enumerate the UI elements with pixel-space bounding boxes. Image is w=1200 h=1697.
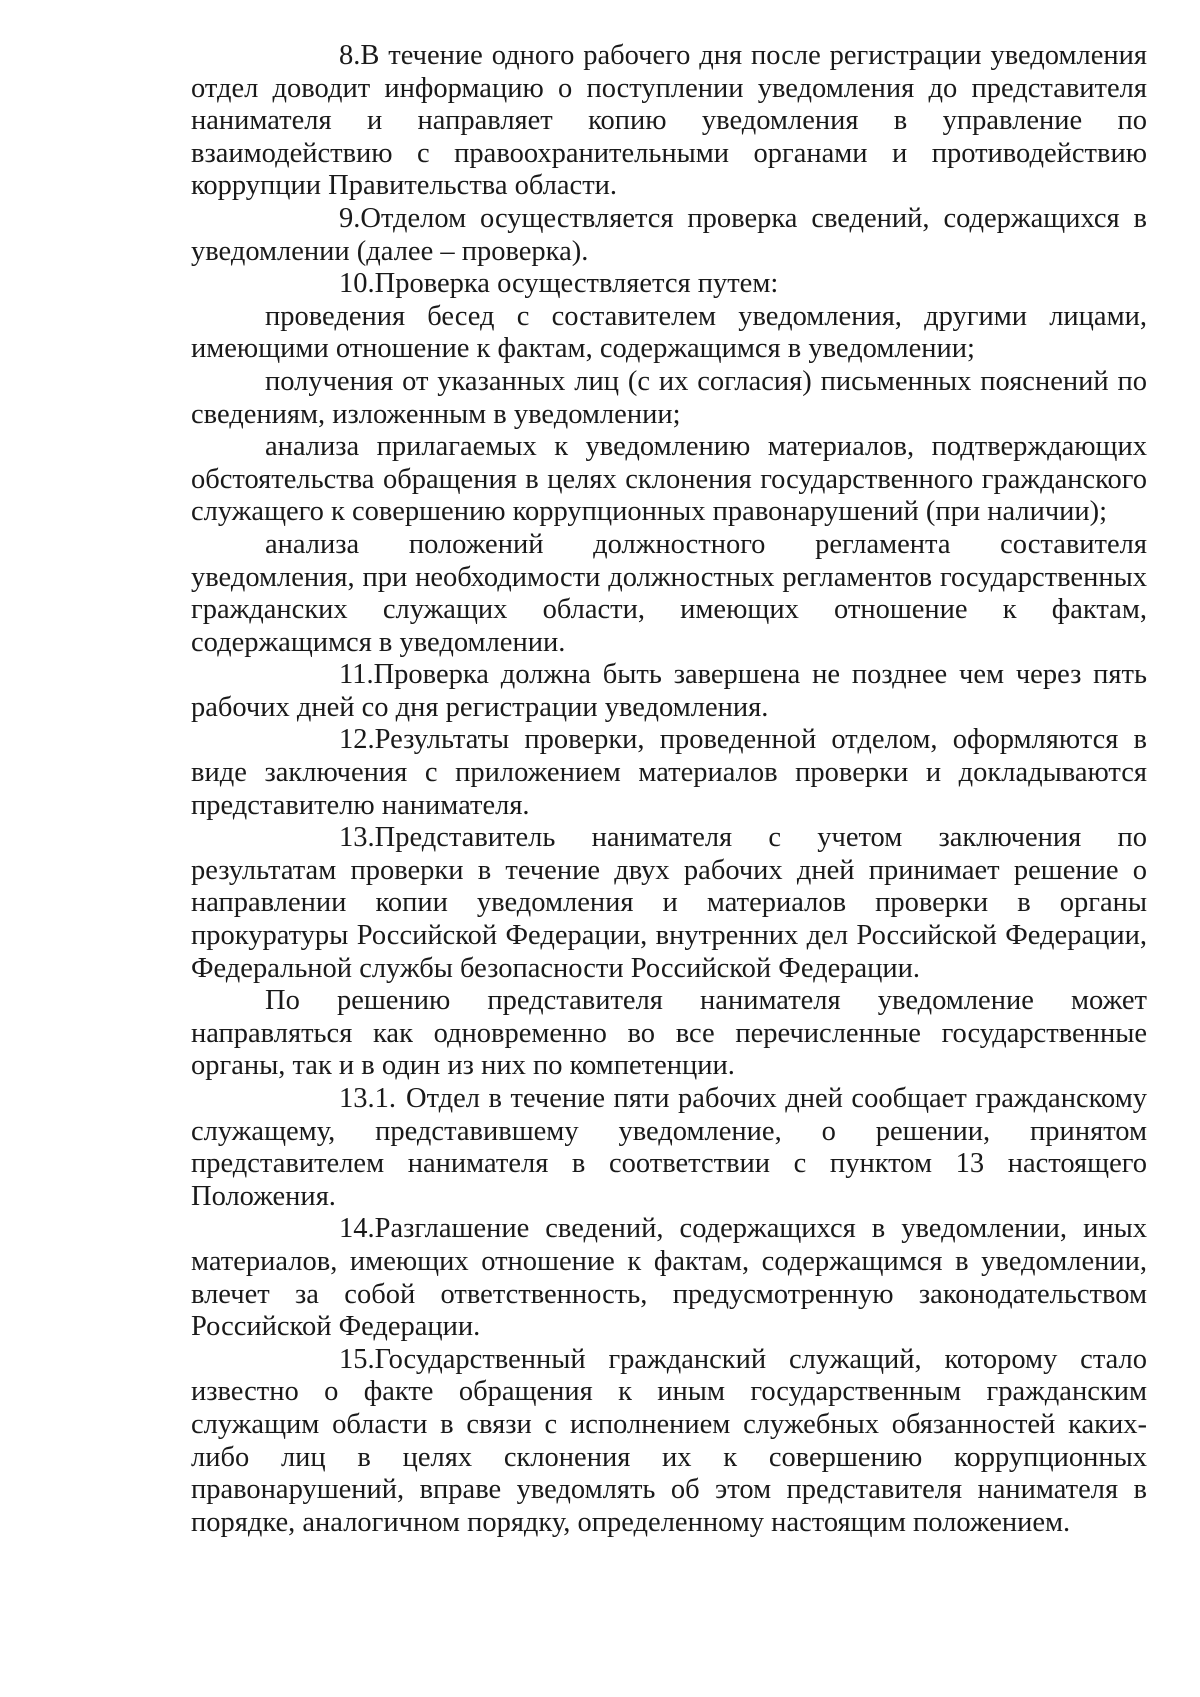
paragraph-text: анализа положений должностного регламента составителя уведомления, при необходимости должностных регламентов государственных гражданских служащих области, имеющих отношение к фактам, содержащимся в уведомлении. <box>191 528 1147 658</box>
paragraph-15 <box>191 1344 1147 1540</box>
paragraph-text: проведения бесед с составителем уведомления, другими лицами, имеющими отношение к фактам, содержащимся в уведомлении; <box>191 300 1147 365</box>
paragraph-9 <box>191 203 1147 268</box>
paragraph-13-1 <box>191 1083 1147 1213</box>
paragraph-10 <box>191 268 1147 301</box>
paragraph-14 <box>191 1213 1147 1343</box>
paragraph-13-continued <box>191 985 1147 1083</box>
paragraph-text: Разглашение сведений, содержащихся в уведомлении, иных материалов, имеющих отношение к фактам, содержащимся в уведомлении, влечет за собой ответственность, предусмотренную законодательством Российской Федерации. <box>191 1213 1147 1343</box>
paragraph-number: 11. <box>339 659 374 691</box>
paragraph-text: Представитель нанимателя с учетом заключения по результатам проверки в течение двух рабочих дней принимает решение о направлении копии уведомления и материалов проверки в органы прокуратуры Российской Федерации, внутренних дел Российской Федерации, Федеральной службы безопасности Российской Федерации. <box>191 822 1147 984</box>
paragraph-number: 10. <box>339 268 375 300</box>
paragraph-number: 9. <box>339 202 361 234</box>
paragraph-10-item-3 <box>191 431 1147 529</box>
document-body <box>191 40 1147 1539</box>
paragraph-text: По решению представителя нанимателя уведомление может направляться как одновременно во все перечисленные государственные органы, так и в один из них по компетенции. <box>191 985 1147 1082</box>
paragraph-10-item-1 <box>191 301 1147 366</box>
paragraph-number: 13.1. <box>339 1083 396 1114</box>
paragraph-text: получения от указанных лиц (с их согласия) письменных пояснений по сведениям, изложенным в уведомлении; <box>191 365 1147 430</box>
paragraph-text: Проверка осуществляется путем: <box>374 268 779 300</box>
paragraph-number: 12. <box>339 724 375 756</box>
paragraph-number: 8. <box>339 40 361 71</box>
paragraph-8 <box>191 40 1147 203</box>
paragraph-13 <box>191 822 1147 985</box>
paragraph-number: 13. <box>339 822 375 854</box>
paragraph-text: В течение одного рабочего дня после регистрации уведомления отдел доводит информацию о поступлении уведомления до представителя нанимателя и направляет копию уведомления в управление по взаимодействию с правоохранительными органами и противодействию коррупции Правительства области. <box>191 40 1147 202</box>
paragraph-text: Отделом осуществляется проверка сведений, содержащихся в уведомлении (далее – проверка). <box>191 202 1147 267</box>
paragraph-10-item-4 <box>191 529 1147 659</box>
paragraph-text: анализа прилагаемых к уведомлению материалов, подтверждающих обстоятельства обращения в целях склонения государственного гражданского служащего к совершению коррупционных правонарушений (при наличии); <box>191 431 1147 528</box>
paragraph-text: Проверка должна быть завершена не позднее чем через пять рабочих дней со дня регистрации уведомления. <box>191 659 1147 723</box>
paragraph-text: Отдел в течение пяти рабочих дней сообщает гражданскому служащему, представившему уведомление, о решении, принятом представителем нанимателя в соответствии с пунктом 13 настоящего Положения. <box>191 1083 1147 1212</box>
paragraph-number: 15. <box>339 1343 375 1375</box>
paragraph-12 <box>191 724 1147 822</box>
paragraph-10-item-2 <box>191 366 1147 431</box>
paragraph-11 <box>191 659 1147 724</box>
paragraph-text: Результаты проверки, проведенной отделом, оформляются в виде заключения с приложением материалов проверки и докладываются представителю нанимателя. <box>191 724 1147 821</box>
paragraph-text: Государственный гражданский служащий, которому стало известно о факте обращения к иным государственным гражданским служащим области в связи с исполнением служебных обязанностей каких-либо лиц в целях склонения их к совершению коррупционных правонарушений, вправе уведомлять об этом представителя нанимателя в порядке, аналогичном порядку, определенному настоящим положением. <box>191 1343 1147 1538</box>
paragraph-number: 14. <box>339 1213 375 1245</box>
